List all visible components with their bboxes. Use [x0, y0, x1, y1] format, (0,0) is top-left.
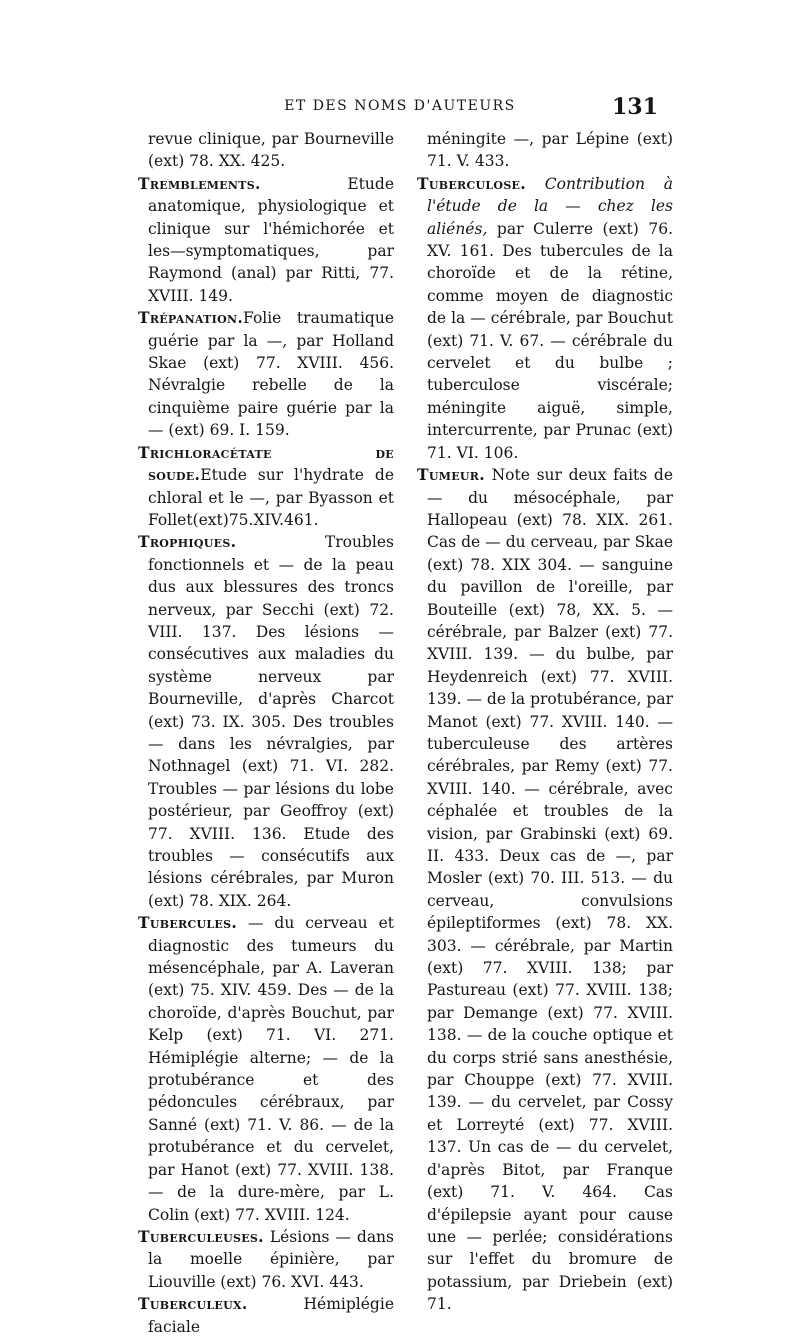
entry-text: méningite —, par Lépine (ext) 71. V. 433.	[427, 130, 673, 171]
entry-heading: Trépanation.	[138, 308, 244, 328]
page-number: 131	[612, 94, 658, 120]
index-entry	[138, 173, 394, 307]
left-column	[138, 128, 394, 1338]
entry-heading: Tremblements.	[138, 173, 261, 193]
entry-heading: Trophiques.	[138, 532, 237, 552]
index-entry	[138, 1226, 394, 1293]
entry-text: Etude sur l'hydrate de chloral et le —, par Byasson et Follet(ext)75.XIV.461.	[148, 466, 394, 529]
index-entry	[417, 464, 673, 1315]
entry-text: Hémiplégie faciale	[148, 1295, 394, 1336]
entry-heading: Tuberculeux.	[138, 1294, 248, 1314]
entry-text: Note sur deux faits de — du mésocéphale, par Hallopeau (ext) 78. XIX. 261. Cas de — du cerveau, par Skae (ext) 78. XIX 304. — sanguine du pavillon de l'oreille, par Bouteille (ext) 78, XX. 5. — cérébrale, par Balzer (ext) 77. XVIII. 139. — du bulbe, par Heydenreich (ext) 77. XVIII. 139. — de la protubérance, par Manot (ext) 77. XVIII. 140. — tuberculeuse des artères cérébrales, par Remy (ext) 77. XVIII. 140. — cérébrale, avec céphalée et troubles de la vision, par Grabinski (ext) 69. II. 433. Deux cas de —, par Mosler (ext) 70. III. 513. — du cerveau, convulsions épileptiformes (ext) 78. XX. 303. — cérébrale, par Martin (ext) 77. XVIII. 138; par Pastureau (ext) 77. XVIII. 138; par Demange (ext) 77. XVIII. 138. — de la couche optique et du corps strié sans anesthésie, par Chouppe (ext) 77. XVIII. 139. — du cervelet, par Cossy et Lorreyté (ext) 77. XVIII. 137. Un cas de — du cervelet, d'après Bitot, par Franque (ext) 71. V. 464. Cas d'épilepsie ayant pour cause une — perlée; considérations sur l'effet du bromure de potassium, par Driebein (ext) 71.	[427, 466, 673, 1314]
index-entry	[138, 1293, 394, 1338]
entry-text: Troubles fonctionnels et — de la peau dus aux blessures des troncs nerveux, par Secchi (ext) 72. VIII. 137. Des lésions — consécutives aux maladies du système nerveux par Bourneville, d'après Charcot (ext) 73. IX. 305. Des troubles — dans les névralgies, par Nothnagel (ext) 71. VI. 282. Troubles — par lésions du lobe postérieur, par Geoffroy (ext) 77. XVIII. 136. Etude des troubles — consécutifs aux lésions cérébrales, par Muron (ext) 78. XIX. 264.	[148, 533, 394, 910]
entry-text: Lésions — dans la moelle épinière, par Liouville (ext) 76. XVI. 443.	[148, 1227, 394, 1291]
entry-text: revue clinique, par Bourneville (ext) 78. XX. 425.	[148, 130, 394, 171]
entry-text: Etude anatomique, physiologique et clinique sur l'hémichorée et les—symptomatiques, par Raymond (anal) par Ritti, 77. XVIII. 149.	[148, 174, 394, 305]
index-entry	[138, 128, 394, 173]
index-entry	[138, 912, 394, 1226]
index-entry	[417, 128, 673, 173]
index-entry	[138, 442, 394, 532]
index-entry	[417, 173, 673, 464]
index-entry	[138, 531, 394, 912]
entry-heading: Tumeur.	[417, 465, 485, 485]
entry-italic-title: Contribution à l'étude de la — chez les aliénés,	[427, 174, 673, 238]
running-title: ET DES NOMS D'AUTEURS	[284, 98, 516, 114]
index-entry	[138, 307, 394, 441]
entry-heading: Trichloracétate de soude.	[138, 442, 394, 485]
entry-heading: Tubercules.	[138, 913, 238, 933]
entry-text: Folie traumatique guérie par la —, par Holland Skae (ext) 77. XVIII. 456. Névralgie rebelle de la cinquième paire guérie par la — (ext) 69. I. 159.	[148, 309, 394, 440]
entry-heading: Tuberculose.	[417, 173, 526, 193]
entry-text: — du cerveau et diagnostic des tumeurs du mésencéphale, par A. Laveran (ext) 75. XIV. 459. Des — de la choroïde, d'après Bouchut, par Kelp (ext) 71. VI. 271. Hémiplégie alterne; — de la protubérance et des pédoncules cérébraux, par Sanné (ext) 71. V. 86. — de la protubérance et du cervelet, par Hanot (ext) 77. XVIII. 138. — de la dure-mère, par L. Colin (ext) 77. XVIII. 124.	[148, 914, 394, 1224]
right-column	[417, 128, 673, 1316]
entry-text: par Culerre (ext) 76. XV. 161. Des tubercules de la choroïde et de la rétine, comme moyen de diagnostic de la — cérébrale, par Bouchut (ext) 71. V. 67. — cérébrale du cervelet et du bulbe ; tuberculose viscérale; méningite aiguë, simple, intercurrente, par Prunac (ext) 71. VI. 106.	[427, 219, 673, 462]
entry-heading: Tuberculeuses.	[138, 1226, 264, 1246]
